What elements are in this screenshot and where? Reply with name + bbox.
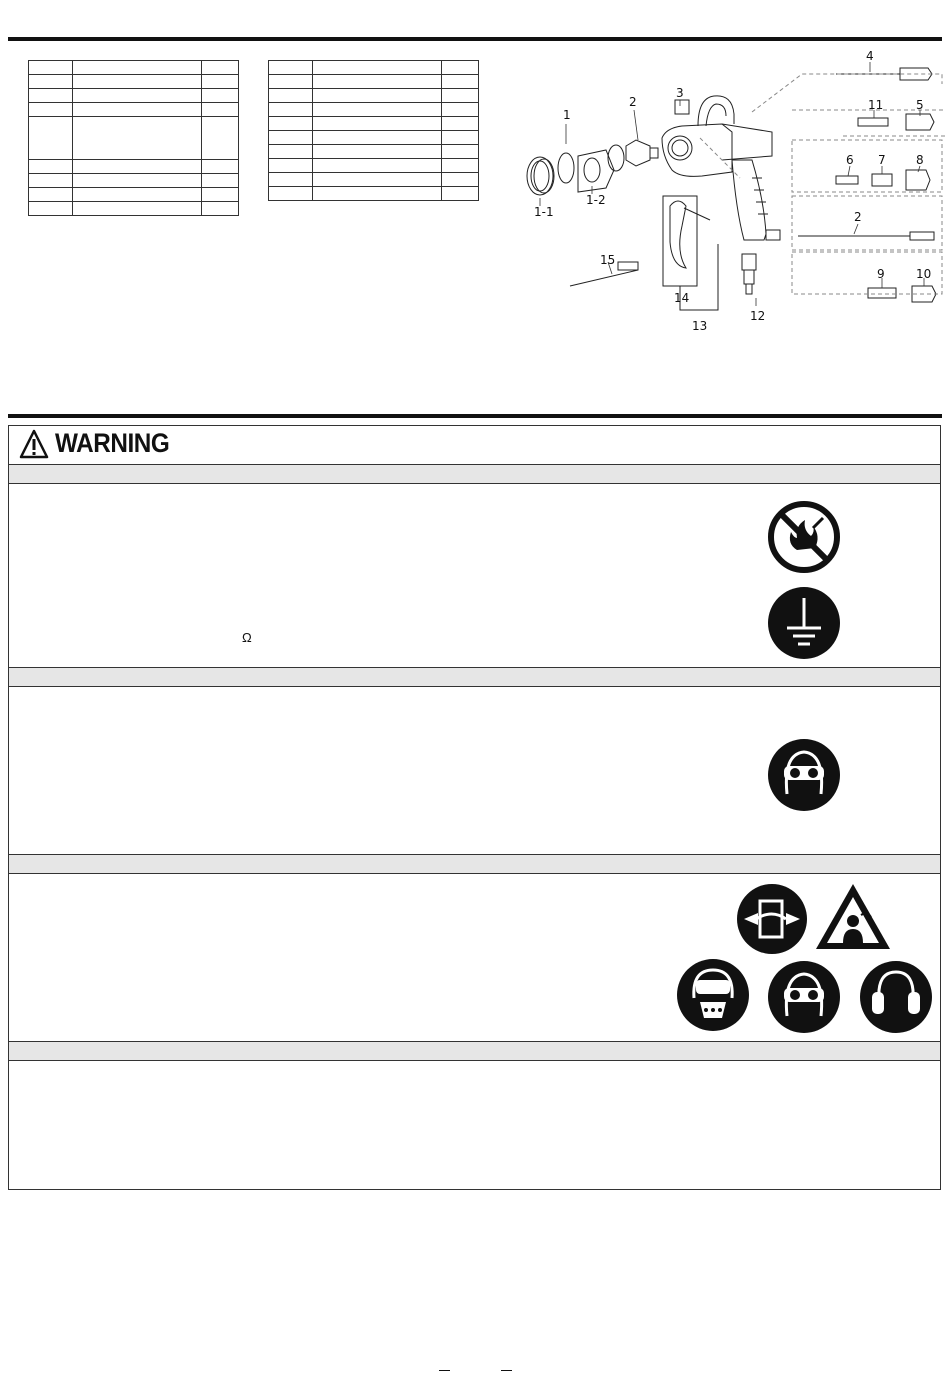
section-band	[9, 464, 940, 484]
table-row	[269, 61, 479, 75]
section-band	[9, 667, 940, 687]
callout-label: 8	[916, 153, 924, 167]
warning-box	[8, 425, 941, 1190]
callout-label: 1-2	[586, 193, 606, 207]
ventilation-icon	[736, 883, 808, 955]
callout-label: 6	[846, 153, 854, 167]
section-band	[9, 854, 940, 874]
table-row	[269, 75, 479, 89]
callout-label: 3	[676, 86, 684, 100]
ear-protection-icon	[859, 960, 933, 1034]
callout-label: 9	[877, 267, 885, 281]
warning-title: WARNING	[55, 428, 170, 458]
table-row	[269, 103, 479, 117]
callout-label: 2	[854, 210, 862, 224]
toxic-vapor-warning-icon	[813, 881, 893, 953]
table-row	[29, 103, 239, 117]
warning-triangle-icon	[19, 429, 49, 459]
table-row	[269, 117, 479, 131]
table-row	[269, 187, 479, 201]
table-row	[29, 61, 239, 75]
table-row	[269, 173, 479, 187]
section-rule	[8, 414, 942, 418]
table-row	[29, 160, 239, 174]
table-row	[29, 89, 239, 103]
callout-label: 15	[600, 253, 616, 267]
top-rule	[8, 37, 942, 41]
callout-label: 7	[878, 153, 886, 167]
table-row	[29, 117, 239, 160]
callout-label: 1-1	[534, 205, 554, 219]
table-row	[29, 174, 239, 188]
callout-label: 4	[866, 49, 874, 63]
callout-label: 5	[916, 98, 924, 112]
section-band	[9, 1041, 940, 1061]
callout-label: 12	[750, 309, 766, 323]
parts-table-left	[28, 60, 239, 216]
callout-label: 13	[692, 319, 708, 333]
table-row	[29, 75, 239, 89]
warning-header	[9, 426, 940, 465]
table-row	[269, 159, 479, 173]
table-row	[269, 131, 479, 145]
table-row	[269, 89, 479, 103]
table-row	[29, 202, 239, 216]
parts-table-right	[268, 60, 479, 201]
safety-goggles-icon	[767, 960, 841, 1034]
ground-earth-icon	[767, 586, 841, 660]
spray-gun-exploded-diagram	[520, 48, 945, 338]
footer-mark	[501, 1370, 512, 1371]
callout-label: 14	[674, 291, 690, 305]
callout-label: 11	[868, 98, 884, 112]
callout-label: 1	[563, 108, 571, 122]
no-open-flame-icon	[767, 500, 841, 574]
table-row	[29, 188, 239, 202]
resistance-symbol: Ω	[242, 630, 252, 645]
table-row	[269, 145, 479, 159]
callout-label: 10	[916, 267, 932, 281]
footer-mark	[439, 1370, 450, 1371]
respirator-icon	[676, 958, 750, 1032]
safety-goggles-icon	[767, 738, 841, 812]
callout-label: 2	[629, 95, 637, 109]
